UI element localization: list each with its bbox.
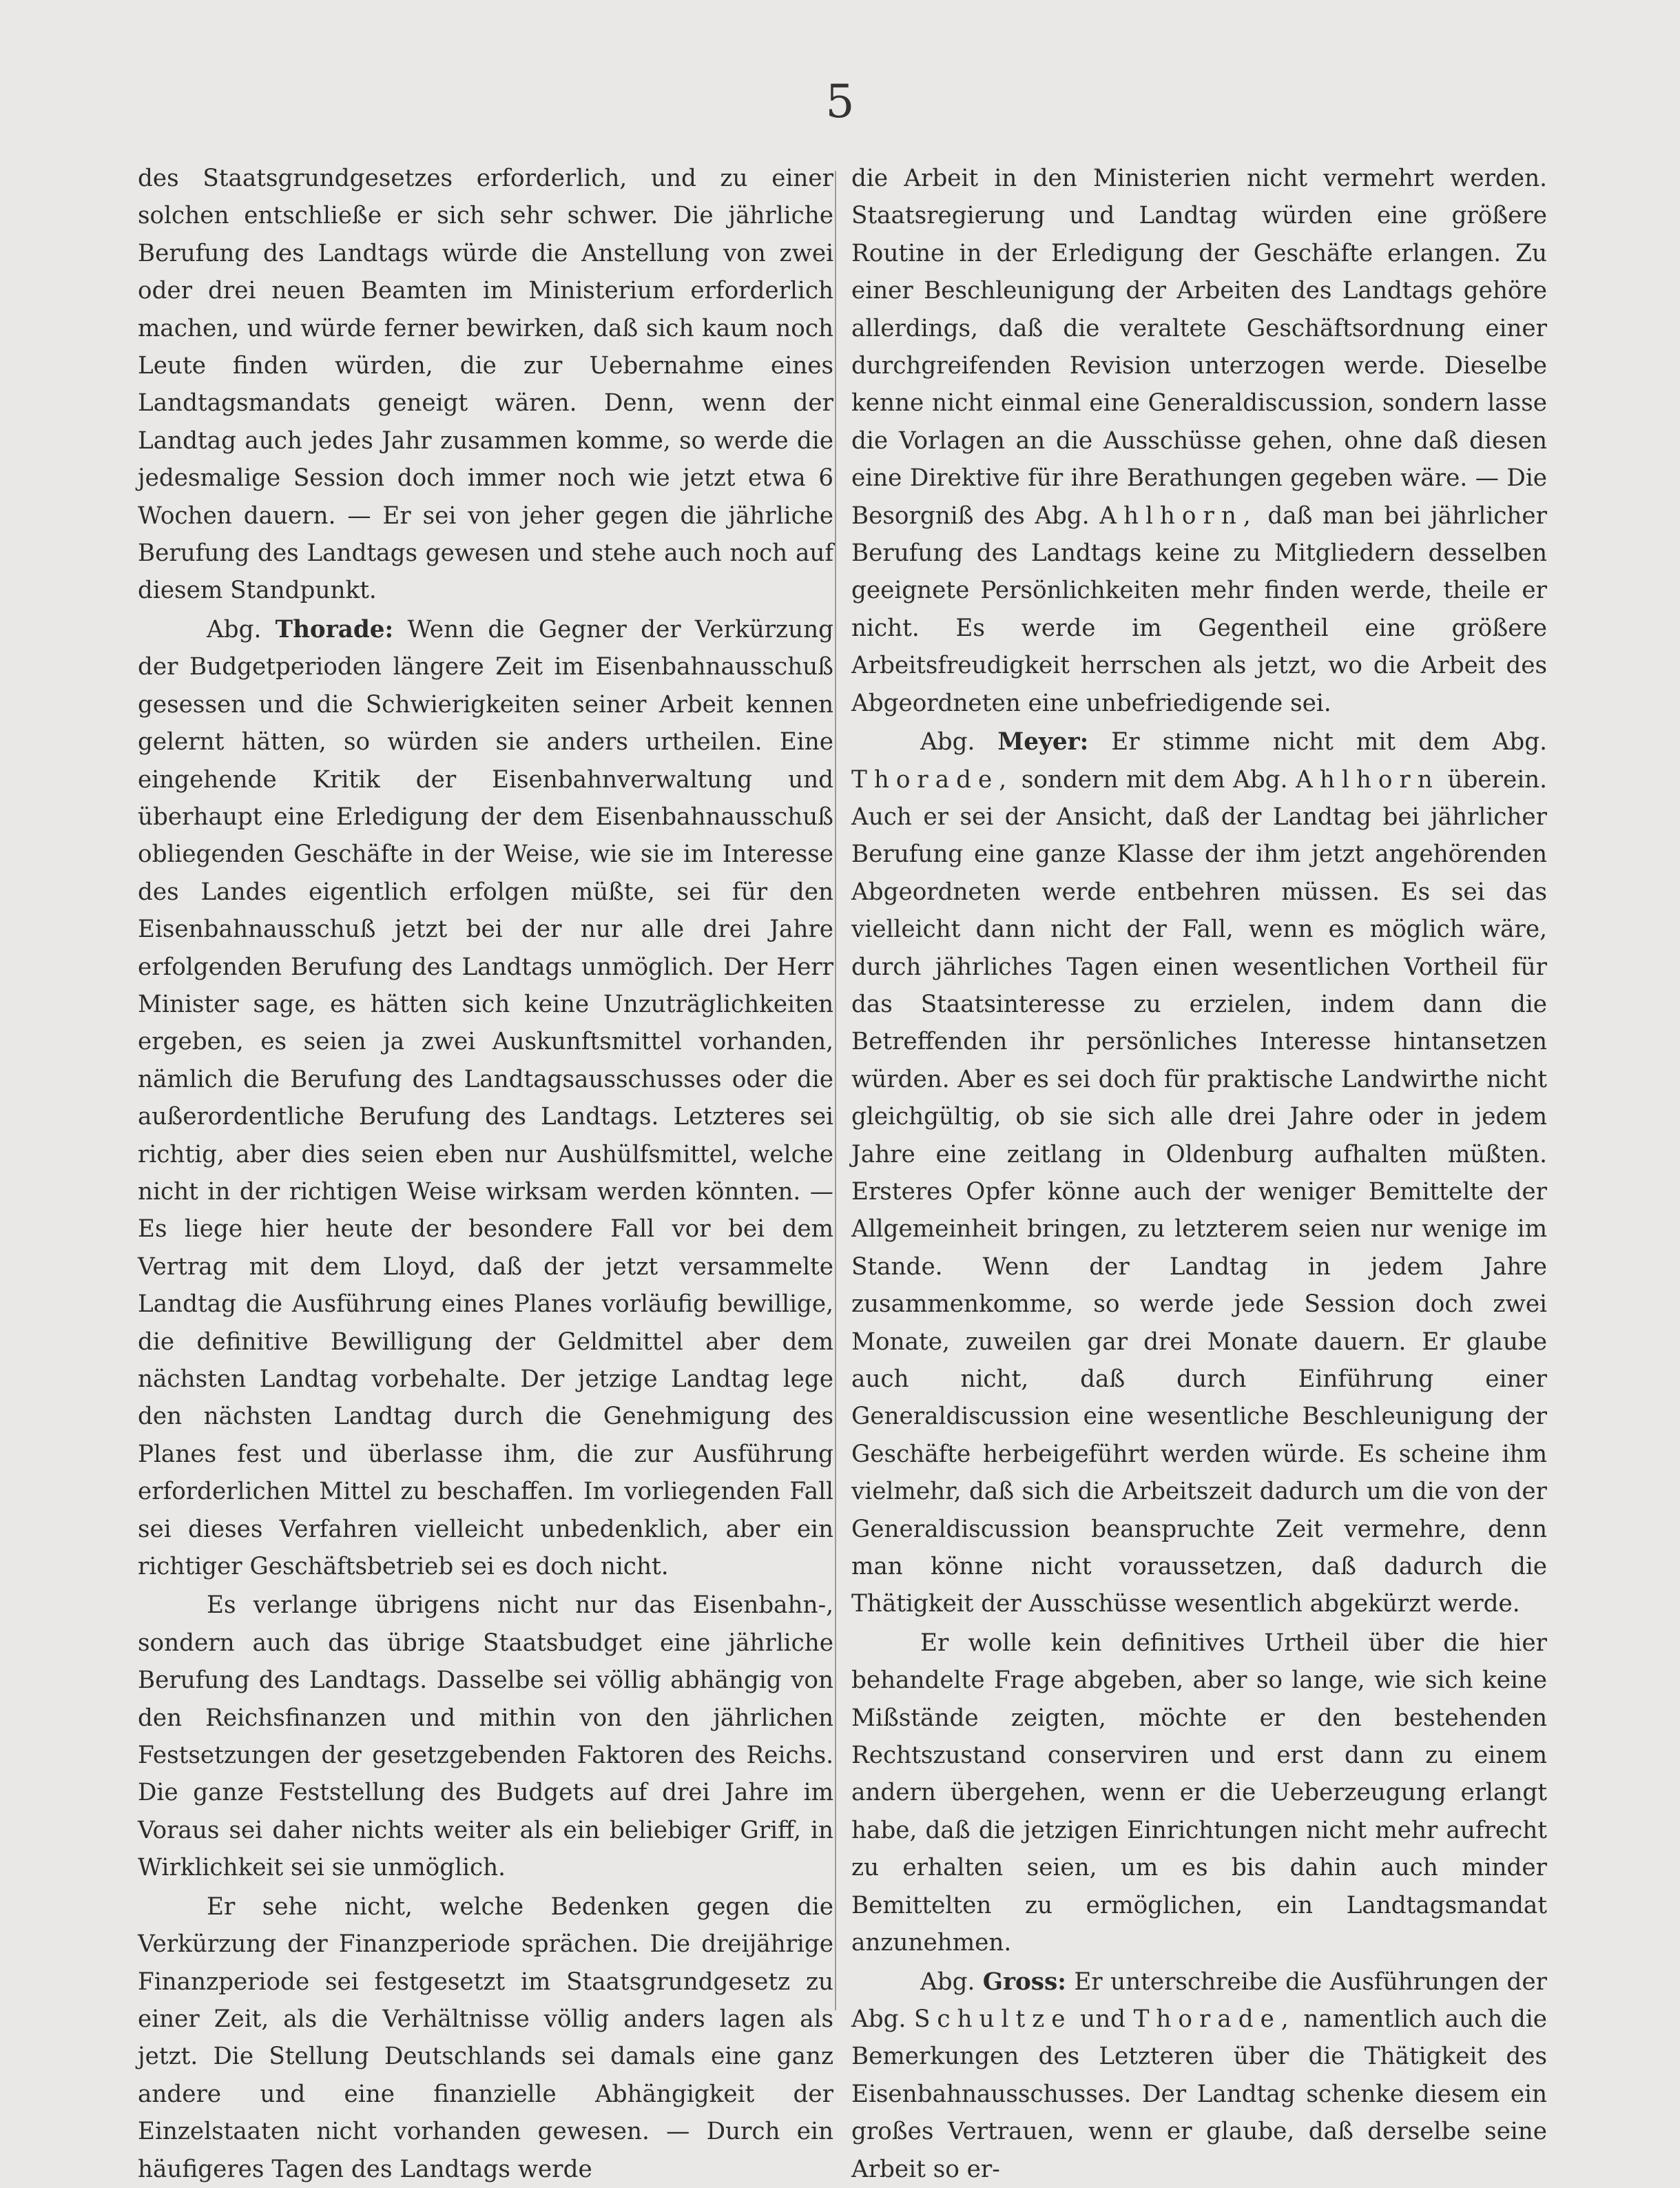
paragraph-gross (851, 1963, 1547, 2188)
speaker-name: Thorade: (275, 615, 394, 643)
speaker-name: Meyer: (997, 728, 1089, 756)
paragraph-text: Wenn die Gegner der Verkürzung der Budgetperioden längere Zeit im Eisenbahnausschuß gesessen und die Schwierigkeiten seiner Arbeit kennen gelernt hätten, so würden sie anders urtheilen. Eine eingehende Kritik der Eisenbahnverwaltung und überhaupt eine Erledigung der dem Eisenbahnausschuß obliegenden Geschäfte in der Weise, wie sie im Interesse des Landes eigentlich erfolgen müßte, sei für den Eisenbahnausschuß jetzt bei der nur alle drei Jahre erfolgenden Berufung des Landtags unmöglich. Der Herr Minister sage, es hätten sich keine Unzuträglichkeiten ergeben, es seien ja zwei Auskunftsmittel vorhanden, nämlich die Berufung des Landtagsausschusses oder die außerordentliche Berufung des Landtags. Letzteres sei richtig, aber dies seien eben nur Aushülfsmittel, welche nicht in der richtigen Weise wirksam werden könnten. — Es liege hier heute der besondere Fall vor bei dem Vertrag mit dem Lloyd, daß der jetzt versammelte Landtag die Ausführung eines Planes vorläufig bewillige, die definitive Bewilligung der Geldmittel aber dem nächsten Landtag vorbehalte. Der jetzige Landtag lege den nächsten Landtag durch die Genehmigung des Planes fest und überlasse ihm, die zur Ausführung erforderlichen Mittel zu beschaffen. Im vorliegenden Fall sei dieses Verfahren vielleicht unbedenklich, aber ein richtiger Geschäftsbetrieb sei es doch nicht. (138, 615, 833, 1581)
paragraph-text: Er stimme nicht mit dem Abg. (1111, 728, 1547, 756)
paragraph-text: die Arbeit in den Ministerien nicht vermehrt werden. Staatsregierung und Landtag würden eine größere Routine in der Erledigung der Geschäfte erlangen. Zu einer Beschleunigung der Arbeiten des Landtags gehöre allerdings, daß die veraltete Geschäftsordnung einer durchgreifenden Revision unterzogen werde. Dieselbe kenne nicht einmal eine Generaldiscussion, sondern lasse die Vorlagen an die Ausschüsse gehen, ohne daß diesen eine Direktive für ihre Berathungen gegeben wäre. — Die Besorgniß des Abg. (851, 165, 1547, 530)
paragraph: des Staatsgrundgesetzes erforderlich, und zu einer solchen entschließe er sich sehr schwer. Die jährliche Berufung des Landtags würde die Anstellung von zwei oder drei neuen Beamten im Ministerium erforderlich machen, und würde ferner bewirken, daß sich kaum noch Leute finden würden, die zur Uebernahme eines Landtagsmandats geneigt wären. Denn, wenn der Landtag auch jedes Jahr zusammen komme, so werde die jedesmalige Session doch immer noch wie jetzt etwa 6 Wochen dauern. — Er sei von jeher gegen die jährliche Berufung des Landtags gewesen und stehe auch noch auf diesem Standpunkt. (138, 165, 833, 605)
person-name: Thorade, (1133, 2005, 1296, 2033)
person-name: Schultze (913, 2005, 1072, 2033)
paragraph: Er wolle kein definitives Urtheil über die hier behandelte Frage abgeben, aber so lange, wie sich keine Mißstände zeigten, möchte er den bestehenden Rechtszustand conserviren und erst dann zu einem andern übergehen, wenn er die Ueberzeugung erlangt habe, daß die jetzigen Einrichtungen nicht mehr aufrecht zu erhalten seien, um es bis dahin auch minder Bemittelten zu ermöglichen, ein Landtagsmandat anzunehmen. (851, 1629, 1547, 1957)
person-name: Thorade, (851, 765, 1014, 794)
left-column (138, 160, 833, 2183)
paragraph-meyer (851, 723, 1547, 1623)
page-number: 5 (825, 75, 855, 128)
paragraph (851, 160, 1547, 722)
paragraph: Es verlange übrigens nicht nur das Eisenbahn-, sondern auch das übrige Staatsbudget eine jährliche Berufung des Landtags. Dasselbe sei völlig abhängig von den Reichsfinanzen und mithin von den jährlichen Festsetzungen der gesetzgebenden Faktoren des Reichs. Die ganze Feststellung des Budgets auf drei Jahre im Voraus sei daher nichts weiter als ein beliebiger Griff, in Wirklichkeit sei sie unmöglich. (138, 1591, 833, 1882)
column-divider (835, 171, 836, 2010)
speaker-name: Gross: (982, 1968, 1066, 1996)
paragraph-text: sondern mit dem Abg. (1021, 765, 1288, 794)
person-name: Ahlhorn (1296, 765, 1440, 794)
right-column (851, 160, 1548, 2183)
person-name: Ahlhorn, (1099, 502, 1258, 530)
paragraph-text: Er unterschreibe die Ausführungen der Abg. (851, 1968, 1548, 2033)
paragraph-thorade (138, 611, 833, 1586)
abg-prefix: Abg. (920, 1968, 975, 1996)
abg-prefix: Abg. (920, 728, 975, 756)
paragraph-text: namentlich auch die Bemerkungen des Letzteren über die Thätigkeit des Eisenbahnausschusses. Der Landtag schenke diesem ein großes Vertrauen, wenn er glaube, daß derselbe seine Arbeit so er- (851, 2005, 1547, 2183)
paragraph-text: und (1080, 2005, 1126, 2033)
paragraph-text: daß man bei jährlicher Berufung des Landtags keine zu Mitgliedern desselben geeignete Persönlichkeiten mehr finden werde, theile er nicht. Es werde im Gegentheil eine größere Arbeitsfreudigkeit herrschen als jetzt, wo die Arbeit des Abgeordneten eine unbefriedigende sei. (851, 502, 1547, 717)
abg-prefix: Abg. (207, 615, 262, 643)
paragraph-text: überein. Auch er sei der Ansicht, daß der Landtag bei jährlicher Berufung eine ganze Klasse der ihm jetzt angehörenden Abgeordneten werde entbehren müssen. Es sei das vielleicht dann nicht der Fall, wenn es möglich wäre, durch jährliches Tagen einen wesentlichen Vortheil für das Staatsinteresse zu erzielen, indem dann die Betreffenden ihr persönliches Interesse hintansetzen würden. Aber es sei doch für praktische Landwirthe nicht gleichgültig, ob sie sich alle drei Jahre oder in jedem Jahre eine zeitlang in Oldenburg aufhalten müßten. Ersteres Opfer könne auch der weniger Bemittelte der Allgemeinheit bringen, zu letzterem seien nur wenige im Stande. Wenn der Landtag in jedem Jahre zusammenkomme, so werde jede Session doch zwei Monate, zuweilen gar drei Monate dauern. Er glaube auch nicht, daß durch Einführung einer Generaldiscussion eine wesentliche Beschleunigung der Geschäfte herbeigeführt werden würde. Es scheine ihm vielmehr, daß sich die Arbeitszeit dadurch um die von der Generaldiscussion beanspruchte Zeit vermehre, denn man könne nicht voraussetzen, daß dadurch die Thätigkeit der Ausschüsse wesentlich abgekürzt werde. (851, 765, 1548, 1618)
paragraph: Er sehe nicht, welche Bedenken gegen die Verkürzung der Finanzperiode sprächen. Die dreijährige Finanzperiode sei festgesetzt im Staatsgrundgesetz zu einer Zeit, als die Verhältnisse völlig anders lagen als jetzt. Die Stellung Deutschlands sei damals eine ganz andere und eine finanzielle Abhängigkeit der Einzelstaaten nicht vorhanden gewesen. — Durch ein häufigeres Tagen des Landtags werde (138, 1892, 833, 2183)
